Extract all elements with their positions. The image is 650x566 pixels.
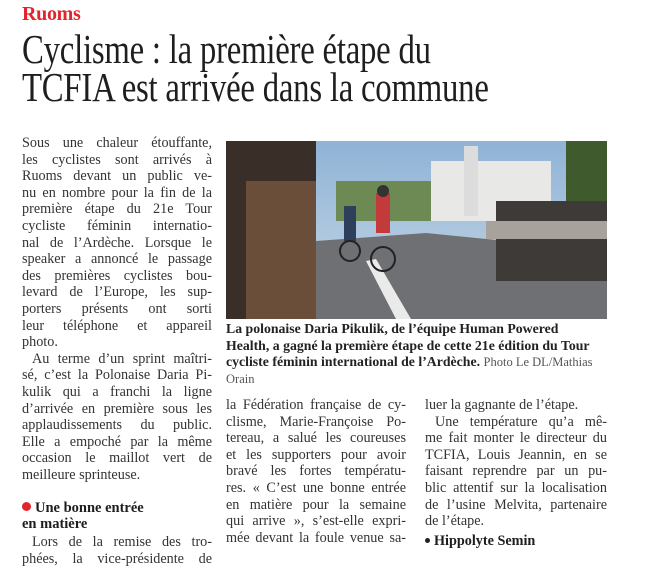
text-line: de l’étape.: [425, 513, 485, 530]
text-line: d’arrivée en première sous les: [22, 400, 212, 417]
subheading-line: Une bonne entrée: [35, 500, 144, 517]
text-line: de l’usine Melvita, partenaire: [425, 496, 607, 513]
photo-caption: [226, 321, 611, 387]
text-line: sé, c’est la Polonaise Daria Pi-: [22, 367, 212, 384]
text-line: la Fédération française de cy-: [226, 397, 406, 413]
cyclists-finish-photo: [226, 141, 607, 319]
caption-line: La polonaise Daria Pikulik, de l’équipe Human Powered: [226, 321, 559, 336]
subheading: [22, 500, 212, 532]
text-line: en matière pour la semaine: [226, 496, 406, 513]
text-line: TCFIA, Louis Jeannin, en se: [425, 446, 607, 463]
text-line: faisant reprendre par un pu-: [425, 463, 607, 480]
text-line: Au terme d’un sprint maîtri-: [32, 350, 212, 367]
headline-line: Cyclisme : la première étape du: [22, 26, 431, 72]
text-line: meilleure sprinteuse.: [22, 466, 141, 483]
text-line: première étape du 21e Tour: [22, 201, 212, 218]
text-line: phées, la vice-présidente de: [22, 551, 212, 566]
text-line: bravé les fortes températu-: [226, 463, 406, 480]
article-photo: [226, 141, 607, 319]
text-line: levard de l’Europe, les sup-: [22, 284, 212, 301]
text-line: occasion le maillot vert de: [22, 450, 212, 467]
text-line: photo.: [22, 334, 58, 351]
text-line: Une température qu’a mê-: [435, 413, 607, 430]
caption-line: cycliste féminin international de l’Ardèche.: [226, 354, 481, 369]
column-1: [22, 135, 212, 566]
paragraph-2: [22, 351, 212, 484]
text-line: nal de l’Ardèche. Lorsque le: [22, 234, 212, 251]
paragraph-4: [425, 397, 607, 414]
text-line: luer la gagnante de l’étape.: [425, 397, 579, 413]
headline: [22, 26, 650, 110]
text-line: speaker a annoncé le passage: [22, 251, 212, 268]
text-line: leur téléphone et appareil: [22, 317, 212, 334]
text-line: porters présents ont sorti: [22, 300, 212, 317]
bullet-dot-icon: [22, 502, 31, 511]
column-2: [226, 397, 406, 546]
text-line: des premières cyclistes bou-: [22, 267, 212, 284]
author-name: Hippolyte Semin: [434, 532, 536, 549]
text-line: nu en nombre pour la fin de la: [22, 184, 212, 201]
caption-line: Health, a gagné la première étape de cette 21e édition du Tour: [226, 337, 590, 353]
text-line: Lors de la remise des tro-: [32, 534, 212, 551]
paragraph-1: [22, 135, 212, 351]
photo-credit: Photo Le DL/Mathias Orain: [226, 355, 593, 386]
headline-line: TCFIA est arrivée dans la commune: [22, 64, 489, 110]
text-line: tereau, a salué les coureuses: [226, 430, 406, 447]
text-line: Elle a empoché par la même: [22, 433, 212, 450]
bullet-icon: [425, 538, 430, 543]
text-line: me fait monter le directeur du: [425, 430, 607, 447]
text-line: res. « C’est une bonne entrée: [226, 479, 406, 496]
text-line: Ruoms devant un public ve-: [22, 168, 212, 185]
text-line: applaudissements du public.: [22, 417, 212, 434]
paragraph-5: [425, 414, 607, 530]
text-line: Sous une chaleur étouffante,: [22, 135, 212, 151]
column-3: [425, 397, 607, 549]
text-line: et les supporters pour avoir: [226, 446, 406, 463]
text-line: les cyclistes sont arrivés à: [22, 151, 212, 168]
section-kicker: Ruoms: [22, 3, 81, 25]
text-line: cycliste féminin internatio-: [22, 217, 212, 234]
text-line: clisme, Marie-Françoise Po-: [226, 413, 406, 430]
text-line: blic attentif sur la localisation: [425, 479, 607, 496]
text-line: qui arrive », s’est-elle expri-: [226, 513, 406, 530]
text-line: mée devant la foule venue sa-: [226, 529, 406, 546]
paragraph-3: [22, 534, 212, 566]
subheading-line: en matière: [22, 516, 88, 533]
author-byline: [425, 533, 607, 550]
text-line: kulik qui a franchi la ligne: [22, 383, 212, 400]
